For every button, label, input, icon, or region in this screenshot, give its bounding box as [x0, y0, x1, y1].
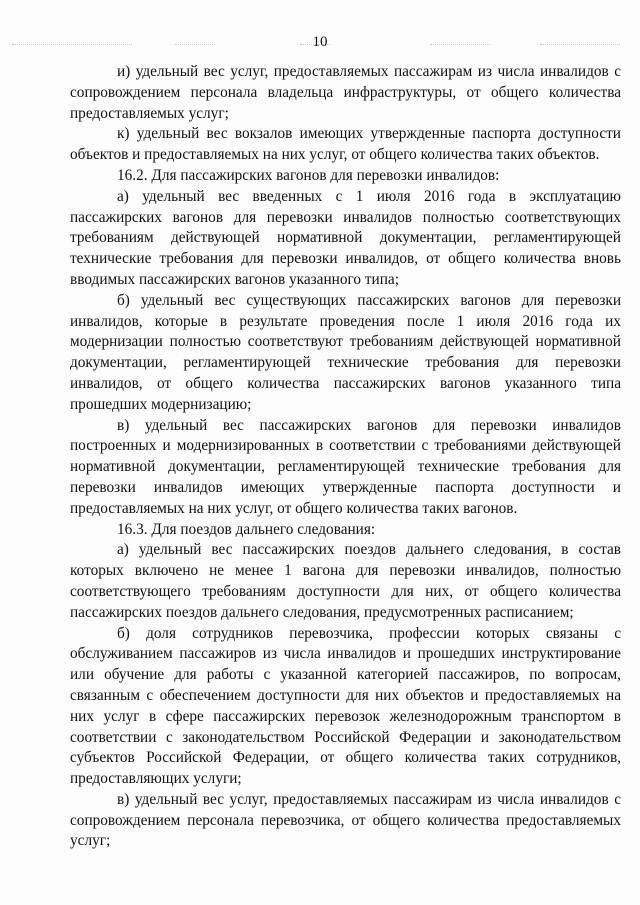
paragraph-item-b: б) доля сотрудников перевозчика, профессии которых связаны с обслуживанием пассажиров из числа инвалидов и прошедших инструктирование или обучение для работы с указанной категорией пассажиров, по вопросам, связанным с обеспечением доступности для них объектов и предоставляемых на них услуг в сфере пассажирских перевозок железнодорожным транспортом в соответствии с законодательством Российской Федерации и законодательством субъектов Российской Федерации, от общего количества таких сотрудников, предоставляющих услуги;: [70, 624, 621, 788]
paragraph-item-v: в) удельный вес услуг, предоставляемых пассажирам из числа инвалидов с сопровождением персонала перевозчика, от общего количества предоставляемых услуг;: [70, 790, 621, 850]
document-body: [70, 62, 621, 852]
paragraph-item-v: в) удельный вес пассажирских вагонов для перевозки инвалидов построенных и модернизированных в соответствии с требованиями действующей нормативной документации, регламентирующей технические требования для перевозки инвалидов имеющих утвержденные паспорта доступности и предоставляемых на них услуг, от общего количества таких вагонов.: [70, 416, 621, 517]
paragraph-item-b: б) удельный вес существующих пассажирских вагонов для перевозки инвалидов, которые в результате проведения после 1 июля 2016 года их модернизации полностью соответствуют требованиям действующей нормативной документации, регламентирующей технические требования для перевозки инвалидов, от общего количества пассажирских вагонов указанного типа прошедших модернизацию;: [70, 291, 621, 413]
page-number: 10: [312, 34, 328, 50]
paragraph-item-i: и) удельный вес услуг, предоставляемых пассажирам из числа инвалидов с сопровождением персонала владельца инфраструктуры, от общего количества предоставляемых услуг;: [70, 63, 621, 122]
section-heading-16-3: 16.3. Для поездов дальнего следования:: [117, 520, 376, 538]
section-heading-16-2: 16.2. Для пассажирских вагонов для перевозки инвалидов:: [117, 166, 500, 184]
paragraph-item-a: а) удельный вес пассажирских поездов дальнего следования, в состав которых включено не менее 1 вагона для перевозки инвалидов, полностью соответствующего требованиям доступности для них, от общего количества пассажирских поездов дальнего следования, предусмотренных расписанием;: [70, 541, 621, 621]
paragraph-item-a: а) удельный вес введенных с 1 июля 2016 года в эксплуатацию пассажирских вагонов для перевозки инвалидов полностью соответствующих требованиям действующей нормативной документации, регламентирующей технические требования для перевозки инвалидов, от общего количества вновь вводимых пассажирских вагонов указанного типа;: [70, 187, 621, 288]
paragraph-item-k: к) удельный вес вокзалов имеющих утвержденные паспорта доступности объектов и предоставляемых на них услуг, от общего количества таких объектов.: [70, 125, 621, 164]
